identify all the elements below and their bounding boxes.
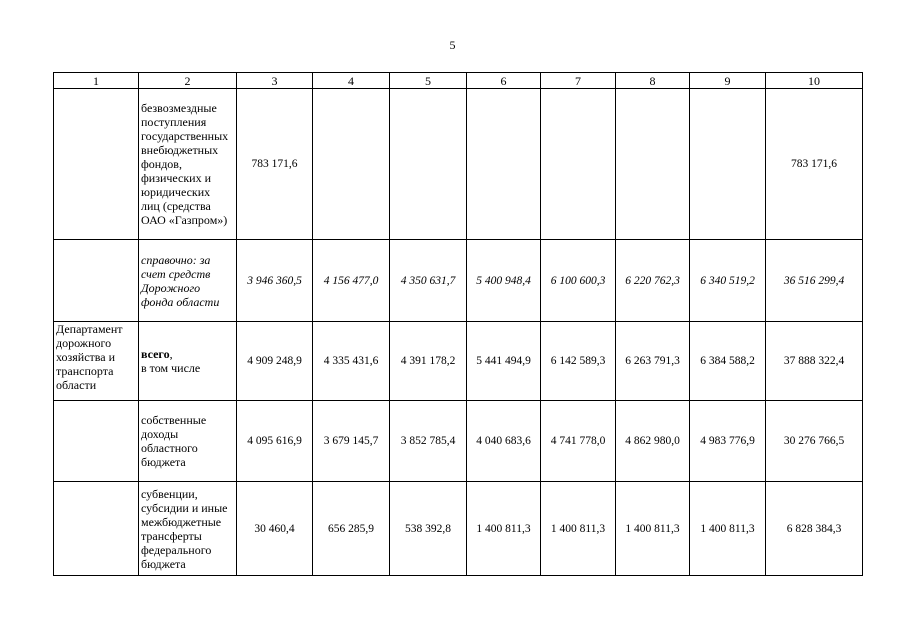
table-cell-value: 6 100 600,3 [541,240,616,322]
table-cell-value: 6 142 589,3 [541,322,616,401]
column-header: 7 [541,73,616,89]
column-header: 10 [766,73,863,89]
source-line: поступления [141,115,207,129]
table-cell-value: 1 400 811,3 [690,482,766,576]
source-line: ОАО «Газпром») [141,213,228,227]
table-cell-value: 538 392,8 [390,482,467,576]
table-cell-source [139,482,237,576]
table-cell-value [616,89,690,240]
table-cell-value: 4 335 431,6 [313,322,390,401]
column-header: 5 [390,73,467,89]
table-row [54,322,863,401]
column-header: 4 [313,73,390,89]
table-cell-value: 37 888 322,4 [766,322,863,401]
source-line: областного [141,441,198,455]
table-cell-value: 1 400 811,3 [541,482,616,576]
source-line: бюджета [141,556,186,571]
table-cell-value [313,89,390,240]
source-line: внебюджетных [141,143,219,157]
source-line: физических и [141,171,212,185]
table-header-row [54,73,863,89]
source-line: субсидии и иные [141,500,228,515]
table-cell-value: 3 946 360,5 [237,240,313,322]
table-cell-value [467,89,541,240]
table-cell-value [541,89,616,240]
source-line: собственные [141,413,207,427]
table-cell-value: 4 862 980,0 [616,401,690,482]
column-header: 2 [139,73,237,89]
department-line: Департамент [56,322,123,336]
source-line: фонда области [141,294,220,309]
department-line: хозяйства и [56,350,116,364]
table-row [54,89,863,240]
table-row [54,240,863,322]
table-cell-subject [54,401,139,482]
source-line: юридических [141,185,211,199]
column-header: 8 [616,73,690,89]
total-label-punct: , [169,347,173,361]
table-cell-value: 6 340 519,2 [690,240,766,322]
table-row [54,401,863,482]
table-cell-subject [54,240,139,322]
table-cell-value [690,89,766,240]
column-header: 9 [690,73,766,89]
table-cell-subject [54,482,139,576]
source-line: Дорожного [141,280,201,295]
source-line: доходы [141,427,179,441]
table-cell-value: 4 741 778,0 [541,401,616,482]
source-line: бюджета [141,455,186,469]
table-cell-value: 5 441 494,9 [467,322,541,401]
page-number: 5 [449,38,456,52]
total-label: всего [141,347,170,361]
table-cell-subject [54,89,139,240]
source-line: федерального [141,542,212,557]
table-cell-source [139,401,237,482]
table-cell-value: 30 460,4 [237,482,313,576]
table-cell-value: 656 285,9 [313,482,390,576]
column-header: 1 [54,73,139,89]
table-cell-value: 3 852 785,4 [390,401,467,482]
table-row [54,482,863,576]
source-line: трансферты [141,528,202,543]
table-cell-value: 783 171,6 [766,89,863,240]
source-line: фондов, [141,157,182,171]
table-cell-source [139,89,237,240]
table-cell-value: 6 220 762,3 [616,240,690,322]
table-cell-value: 30 276 766,5 [766,401,863,482]
table-cell-value: 6 384 588,2 [690,322,766,401]
table-cell-value [390,89,467,240]
table-cell-value: 4 040 683,6 [467,401,541,482]
department-line: дорожного [56,336,112,350]
table-cell-value: 3 679 145,7 [313,401,390,482]
column-header: 6 [467,73,541,89]
budget-table [53,72,863,576]
table-cell-source [139,322,237,401]
table-cell-source [139,240,237,322]
table-cell-value: 4 095 616,9 [237,401,313,482]
table-cell-value: 5 400 948,4 [467,240,541,322]
source-line: в том числе [141,361,201,375]
table-cell-value: 6 828 384,3 [766,482,863,576]
table-cell-value: 4 350 631,7 [390,240,467,322]
table-cell-value: 4 156 477,0 [313,240,390,322]
source-line: лиц (средства [141,199,211,213]
table-cell-subject [54,322,139,401]
table-cell-value: 4 909 248,9 [237,322,313,401]
department-line: области [56,378,97,392]
source-line: межбюджетные [141,514,222,529]
table-cell-value: 4 983 776,9 [690,401,766,482]
table-cell-value: 1 400 811,3 [616,482,690,576]
source-line: справочно: за [141,252,211,267]
table-cell-value: 783 171,6 [237,89,313,240]
table-cell-value: 4 391 178,2 [390,322,467,401]
table-cell-value: 36 516 299,4 [766,240,863,322]
column-header: 3 [237,73,313,89]
source-line: субвенции, [141,486,198,501]
source-line [141,347,234,361]
table-cell-value: 1 400 811,3 [467,482,541,576]
source-line: счет средств [141,266,211,281]
department-line: транспорта [56,364,114,378]
source-line: государственных [141,129,229,143]
table-cell-value: 6 263 791,3 [616,322,690,401]
source-line: безвозмездные [141,101,217,115]
